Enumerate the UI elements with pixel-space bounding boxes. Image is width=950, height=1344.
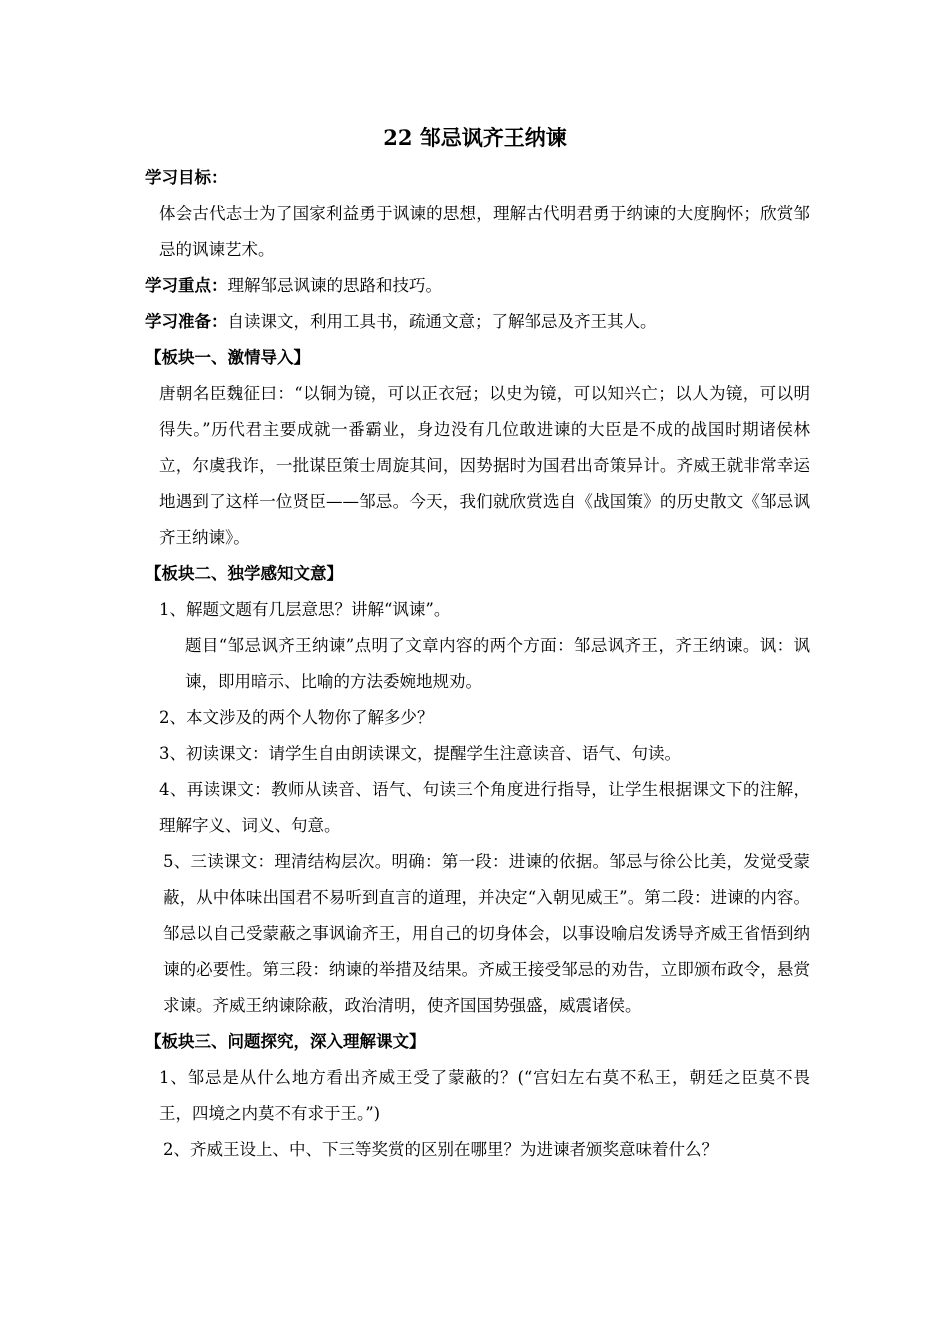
focus-text: 理解邹忌讽谏的思路和技巧。 [227,276,442,295]
section2-question-1-detail: 题目“邹忌讽齐王纳谏”点明了文章内容的两个方面：邹忌讽齐王，齐王纳谏。讽：讽谏，即用暗示、比喻的方法委婉地规劝。 [185,636,810,691]
preparation-label: 学习准备： [145,312,228,331]
section3-question-2: 2、齐威王设上、中、下三等奖赏的区别在哪里？为进谏者颁奖意味着什么？ [163,1140,718,1159]
objectives-text: 体会古代志士为了国家利益勇于讽谏的思想，理解古代明君勇于纳谏的大度胸怀；欣赏邹忌的讽谏艺术。 [159,204,810,259]
section2-question-4: 4、再读课文：教师从读音、语气、句读三个角度进行指导，让学生根据课文下的注解，理解字义、词义、句意。 [159,780,810,835]
section2-heading: 【板块二、独学感知文意】 [145,564,343,583]
section2-question-1: 1、解题文题有几层意思？讲解“讽谏”。 [159,600,451,619]
section1-text: 唐朝名臣魏征曰：“以铜为镜，可以正衣冠；以史为镜，可以知兴亡；以人为镜，可以明得失。”历代君主要成就一番霸业，身边没有几位敢进谏的大臣是不成的战国时期诸侯林立，尔虞我诈，一批谋臣策士周旋其间，因势据时为国君出奇策异计。齐威王就非常幸运地遇到了这样一位贤臣——邹忌。今天，我们就欣赏选自《战国策》的历史散文《邹忌讽齐王纳谏》。 [159,384,810,547]
section2-question-5: 5、三读课文：理清结构层次。明确：第一段：进谏的依据。邹忌与徐公比美，发觉受蒙蔽，从中体味出国君不易听到直言的道理，并决定“入朝见威王”。第二段：进谏的内容。邹忌以自己受蒙蔽之事讽谕齐王，用自己的切身体会，以事设喻启发诱导齐威王省悟到纳谏的必要性。第三段：纳谏的举措及结果。齐威王接受邹忌的劝告，立即颁布政令，悬赏求谏。齐威王纳谏除蔽，政治清明，使齐国国势强盛，威震诸侯。 [163,852,810,1015]
page-title: 22 邹忌讽齐王纳谏 [383,125,567,150]
section3-question-1: 1、邹忌是从什么地方看出齐威王受了蒙蔽的？(“宫妇左右莫不私王，朝廷之臣莫不畏王，四境之内莫不有求于王。”) [159,1068,810,1123]
preparation-line [145,304,810,340]
section1-heading: 【板块一、激情导入】 [145,348,310,367]
section3-heading: 【板块三、问题探究，深入理解课文】 [145,1032,426,1051]
document-body [145,160,810,1168]
preparation-text: 自读课文，利用工具书，疏通文意；了解邹忌及齐王其人。 [227,312,657,331]
focus-label: 学习重点： [145,276,228,295]
focus-line [145,268,810,304]
objectives-label: 学习目标： [145,168,228,187]
section2-question-2: 2、本文涉及的两个人物你了解多少？ [159,708,434,727]
section2-question-3: 3、初读课文：请学生自由朗读课文，提醒学生注意读音、语气、句读。 [159,744,681,763]
